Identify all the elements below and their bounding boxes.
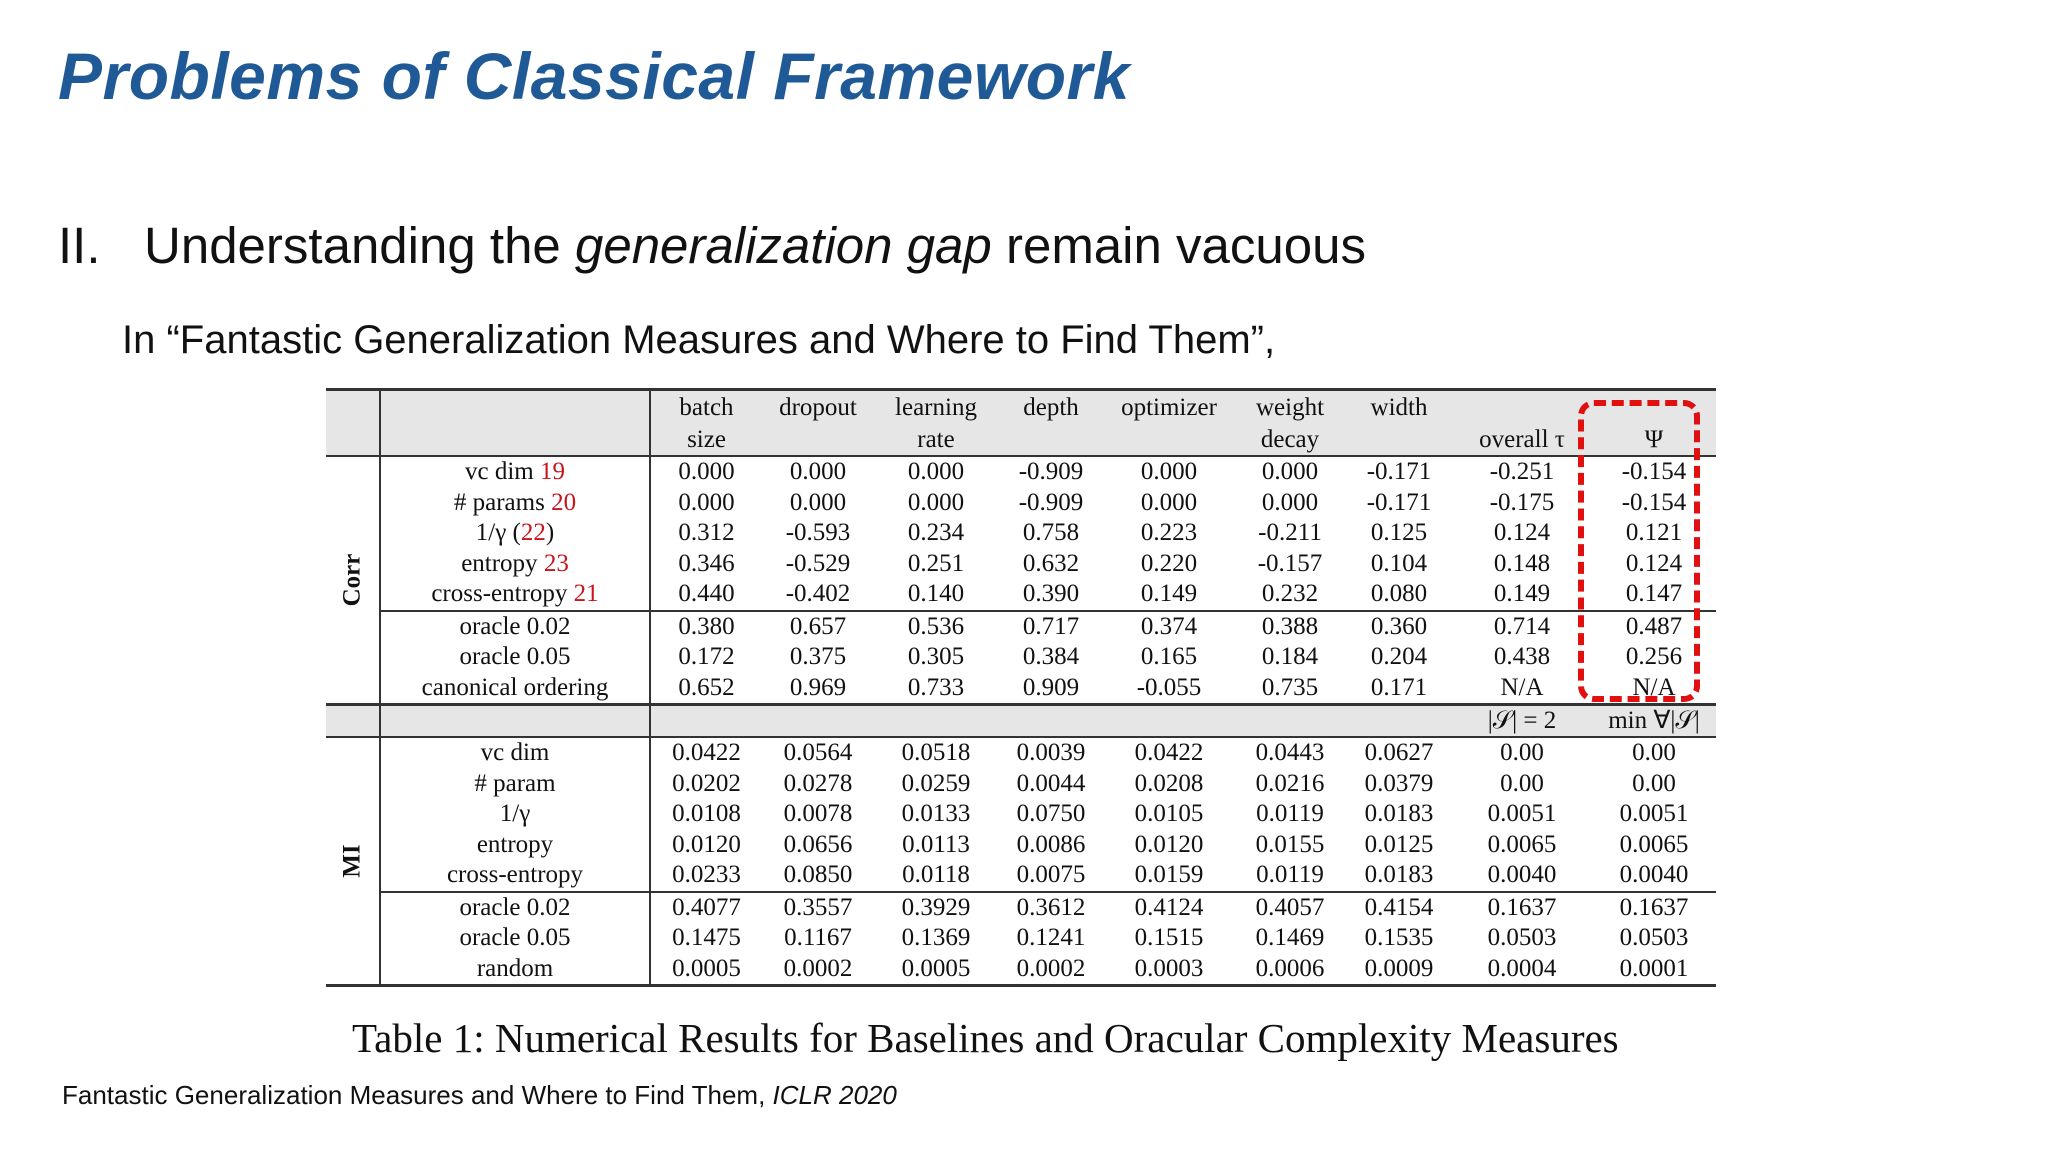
- column-header: weight: [1234, 390, 1346, 424]
- header-corner: [326, 390, 380, 424]
- value-cell: 0.0002: [998, 954, 1104, 986]
- table-row: [326, 518, 1716, 549]
- table-row: [326, 611, 1716, 643]
- value-cell: 0.121: [1625, 519, 1683, 547]
- value-cell: 0.1515: [1134, 924, 1204, 952]
- group-subheader: |𝒮| = 2: [1452, 705, 1592, 738]
- value-cell: 0.148: [1493, 549, 1551, 577]
- value-cell: 0.0002: [762, 954, 874, 986]
- header-rowname: [380, 390, 650, 424]
- row-name: [380, 892, 650, 924]
- results-table-container: [326, 388, 1716, 1061]
- header-row: [326, 423, 1716, 456]
- slide-title: Problems of Classical Framework: [58, 39, 1130, 113]
- column-header: [1104, 423, 1234, 456]
- value-cell: 0.0443: [1255, 739, 1325, 767]
- results-table: [326, 388, 1716, 987]
- value-cell: 0.0004: [1452, 954, 1592, 986]
- value-cell: 0.305: [907, 643, 965, 671]
- value-cell: 0.000: [1261, 458, 1319, 486]
- value-cell: -0.175: [1489, 488, 1555, 516]
- value-cell: 0.0120: [672, 830, 741, 858]
- value-cell: 0.0564: [783, 739, 853, 767]
- value-cell: 0.375: [789, 643, 847, 671]
- value-cell: -0.157: [1257, 549, 1323, 577]
- value-cell: 0.3557: [762, 892, 874, 924]
- value-cell: 0.234: [907, 519, 965, 547]
- row-name: [380, 488, 650, 519]
- table-row: [326, 799, 1716, 830]
- value-cell: 0.4124: [1104, 892, 1234, 924]
- value-cell: 0.000: [678, 458, 735, 486]
- group-label: MI: [338, 844, 366, 878]
- value-cell: 0.0750: [1016, 800, 1086, 828]
- value-cell: 0.172: [678, 643, 735, 671]
- value-cell: 0.4077: [650, 892, 762, 924]
- value-cell: 0.149: [1140, 580, 1198, 608]
- citation-ref: 20: [551, 488, 577, 516]
- value-cell: 0.0125: [1364, 830, 1434, 858]
- value-cell: -0.171: [1366, 488, 1432, 516]
- value-cell: 0.0005: [874, 954, 998, 986]
- citation-venue: ICLR 2020: [772, 1080, 897, 1110]
- value-cell: 0.0113: [902, 830, 970, 858]
- column-header: [1346, 423, 1452, 456]
- row-name-text: oracle 0.02: [459, 893, 571, 921]
- value-cell: N/A: [1592, 673, 1716, 705]
- value-cell: 0.714: [1452, 611, 1592, 643]
- value-cell: 0.00: [1500, 769, 1544, 797]
- citation-footer: [62, 1080, 897, 1111]
- value-cell: 0.0040: [1487, 861, 1557, 889]
- row-name-text: 1/γ: [499, 800, 531, 828]
- row-name-text: entropy: [476, 830, 554, 858]
- value-cell: 0.0278: [783, 769, 853, 797]
- value-cell: 0.0422: [672, 739, 741, 767]
- value-cell: 0.0009: [1346, 954, 1452, 986]
- group-subheader: min ∀|𝒮|: [1592, 705, 1716, 738]
- table-row: [326, 579, 1716, 611]
- row-name: [380, 549, 650, 580]
- column-header: [1452, 390, 1592, 424]
- section-heading-text-start: Understanding the: [144, 217, 575, 274]
- value-cell: 0.000: [1140, 488, 1198, 516]
- subheader-blank: [326, 705, 380, 738]
- value-cell: 0.0503: [1619, 924, 1689, 952]
- row-name: [380, 860, 650, 892]
- value-cell: 0.346: [678, 549, 735, 577]
- value-cell: 0.1637: [1592, 892, 1716, 924]
- value-cell: 0.0005: [650, 954, 762, 986]
- table-row: [326, 830, 1716, 861]
- value-cell: 0.000: [1140, 458, 1198, 486]
- value-cell: -0.055: [1104, 673, 1234, 705]
- group-subheader-row: [326, 705, 1716, 738]
- header-row: [326, 390, 1716, 424]
- value-cell: 0.147: [1625, 580, 1683, 608]
- citation-ref: 22: [520, 519, 546, 547]
- subheader-blank: [1346, 705, 1452, 738]
- value-cell: 0.00: [1632, 769, 1676, 797]
- row-name: [380, 830, 650, 861]
- value-cell: 0.0001: [1592, 954, 1716, 986]
- value-cell: 0.0108: [672, 800, 741, 828]
- column-header: batch: [650, 390, 762, 424]
- section-heading-text-end: remain vacuous: [991, 217, 1366, 274]
- citation-ref: 21: [573, 580, 599, 608]
- row-name: [380, 642, 650, 673]
- value-cell: 0.0233: [672, 861, 741, 889]
- value-cell: 0.0086: [1016, 830, 1086, 858]
- value-cell: 0.0003: [1104, 954, 1234, 986]
- row-name: [380, 611, 650, 643]
- table-row: [326, 954, 1716, 986]
- value-cell: 0.256: [1625, 643, 1683, 671]
- value-cell: 0.149: [1493, 580, 1551, 608]
- value-cell: 0.969: [762, 673, 874, 705]
- row-name: [380, 579, 650, 611]
- table-row: [326, 892, 1716, 924]
- row-name-text: canonical ordering: [421, 673, 609, 701]
- table-header: [326, 390, 1716, 457]
- value-cell: -0.154: [1621, 458, 1687, 486]
- table-row: [326, 549, 1716, 580]
- column-header: depth: [998, 390, 1104, 424]
- row-name-text: vc dim: [480, 739, 550, 767]
- header-corner: [326, 423, 380, 456]
- value-cell: 0.000: [789, 458, 847, 486]
- value-cell: 0.360: [1346, 611, 1452, 643]
- value-cell: 0.1241: [1016, 924, 1086, 952]
- section-heading-emphasis: generalization gap: [574, 217, 992, 274]
- value-cell: 0.125: [1370, 519, 1428, 547]
- table-row: [326, 737, 1716, 769]
- value-cell: 0.388: [1234, 611, 1346, 643]
- value-cell: 0.1475: [672, 924, 741, 952]
- psi-column-highlight: [1578, 400, 1700, 702]
- column-header: optimizer: [1104, 390, 1234, 424]
- section-heading: [58, 216, 1366, 275]
- value-cell: 0.000: [789, 488, 847, 516]
- value-cell: 0.758: [1022, 519, 1080, 547]
- value-cell: 0.000: [907, 488, 965, 516]
- value-cell: 0.0040: [1619, 861, 1689, 889]
- row-name-text: oracle 0.02: [459, 612, 571, 640]
- value-cell: -0.211: [1258, 519, 1322, 547]
- row-name: [380, 923, 650, 954]
- value-cell: 0.390: [1022, 580, 1080, 608]
- value-cell: 0.4057: [1234, 892, 1346, 924]
- value-cell: 0.1369: [901, 924, 971, 952]
- value-cell: 0.440: [678, 580, 735, 608]
- value-cell: 0.717: [998, 611, 1104, 643]
- row-name-text: cross-entropy: [431, 580, 568, 608]
- value-cell: 0.0259: [901, 769, 971, 797]
- value-cell: 0.000: [907, 458, 965, 486]
- value-cell: 0.124: [1625, 549, 1683, 577]
- value-cell: 0.0627: [1364, 739, 1434, 767]
- group-label-cell: [326, 737, 380, 986]
- value-cell: -0.909: [1018, 488, 1084, 516]
- value-cell: 0.000: [678, 488, 735, 516]
- value-cell: -0.154: [1621, 488, 1687, 516]
- value-cell: 0.0159: [1134, 861, 1204, 889]
- value-cell: -0.529: [785, 549, 851, 577]
- value-cell: 0.1469: [1255, 924, 1325, 952]
- row-name: [380, 799, 650, 830]
- value-cell: 0.140: [907, 580, 965, 608]
- value-cell: 0.220: [1140, 549, 1198, 577]
- table-row: [326, 923, 1716, 954]
- value-cell: 0.0518: [901, 739, 971, 767]
- value-cell: N/A: [1452, 673, 1592, 705]
- row-name-suffix: ): [545, 519, 555, 547]
- value-cell: 0.0379: [1364, 769, 1434, 797]
- value-cell: 0.0850: [783, 861, 853, 889]
- value-cell: 0.0006: [1234, 954, 1346, 986]
- column-header: rate: [874, 423, 998, 456]
- value-cell: -0.402: [785, 580, 851, 608]
- value-cell: 0.3929: [874, 892, 998, 924]
- value-cell: 0.4154: [1346, 892, 1452, 924]
- column-header: decay: [1234, 423, 1346, 456]
- header-rowname: [380, 423, 650, 456]
- value-cell: 0.104: [1370, 549, 1428, 577]
- value-cell: 0.0183: [1364, 861, 1434, 889]
- value-cell: 0.0039: [1016, 739, 1086, 767]
- table-row: [326, 673, 1716, 705]
- row-name: [380, 769, 650, 800]
- table-row: [326, 642, 1716, 673]
- value-cell: 0.657: [762, 611, 874, 643]
- value-cell: -0.909: [1018, 458, 1084, 486]
- row-name-text: # params: [453, 488, 545, 516]
- value-cell: 0.1637: [1452, 892, 1592, 924]
- value-cell: 0.0208: [1134, 769, 1204, 797]
- value-cell: 0.374: [1104, 611, 1234, 643]
- value-cell: 0.733: [874, 673, 998, 705]
- column-header: [998, 423, 1104, 456]
- table-row: [326, 456, 1716, 488]
- group-label: Corr: [338, 553, 366, 607]
- value-cell: 0.232: [1261, 580, 1319, 608]
- row-name-text: entropy: [461, 549, 538, 577]
- column-header: [762, 423, 874, 456]
- value-cell: 0.204: [1370, 643, 1428, 671]
- value-cell: 0.909: [998, 673, 1104, 705]
- row-name: [380, 518, 650, 549]
- value-cell: -0.251: [1489, 458, 1555, 486]
- subheader-blank: [1234, 705, 1346, 738]
- value-cell: 0.0065: [1487, 830, 1557, 858]
- value-cell: 0.165: [1140, 643, 1198, 671]
- subheader-blank: [998, 705, 1104, 738]
- table-caption: Table 1: Numerical Results for Baselines and Oracular Complexity Measures: [352, 1015, 1619, 1061]
- value-cell: 0.171: [1346, 673, 1452, 705]
- value-cell: 0.0051: [1487, 800, 1557, 828]
- value-cell: 0.380: [650, 611, 762, 643]
- value-cell: 0.0051: [1619, 800, 1689, 828]
- column-header: dropout: [762, 390, 874, 424]
- column-header: overall τ: [1452, 423, 1592, 456]
- value-cell: 0.0503: [1487, 924, 1557, 952]
- value-cell: 0.632: [1022, 549, 1080, 577]
- value-cell: 0.0044: [1016, 769, 1086, 797]
- subheader-blank: [762, 705, 874, 738]
- value-cell: 0.000: [1261, 488, 1319, 516]
- row-name-text: oracle 0.05: [459, 643, 571, 671]
- section-number: II.: [58, 217, 101, 274]
- value-cell: 0.0202: [672, 769, 741, 797]
- value-cell: 0.0216: [1255, 769, 1325, 797]
- value-cell: 0.0183: [1364, 800, 1434, 828]
- value-cell: 0.0133: [901, 800, 971, 828]
- table-row: [326, 488, 1716, 519]
- value-cell: 0.536: [874, 611, 998, 643]
- row-name-text: 1/γ (: [475, 519, 521, 547]
- value-cell: 0.652: [650, 673, 762, 705]
- row-name: [380, 673, 650, 705]
- value-cell: 0.0656: [783, 830, 853, 858]
- value-cell: 0.184: [1261, 643, 1319, 671]
- subheader-blank: [1104, 705, 1234, 738]
- row-name: [380, 456, 650, 488]
- subheader-blank: [650, 705, 762, 738]
- value-cell: 0.0119: [1256, 861, 1324, 889]
- value-cell: 0.0422: [1134, 739, 1204, 767]
- value-cell: 0.223: [1140, 519, 1198, 547]
- table-body: [326, 456, 1716, 986]
- value-cell: 0.0065: [1619, 830, 1689, 858]
- row-name-text: vc dim: [465, 458, 534, 486]
- column-header: learning: [874, 390, 998, 424]
- citation-ref: 23: [543, 549, 569, 577]
- value-cell: 0.080: [1370, 580, 1428, 608]
- value-cell: 0.312: [678, 519, 735, 547]
- row-name-text: cross-entropy: [446, 861, 584, 889]
- row-name-text: oracle 0.05: [459, 924, 571, 952]
- value-cell: 0.0078: [783, 800, 853, 828]
- value-cell: 0.384: [1022, 643, 1080, 671]
- subheader-blank: [380, 705, 650, 738]
- column-header: Ψ: [1592, 423, 1716, 456]
- value-cell: 0.0075: [1016, 861, 1086, 889]
- table-row: [326, 769, 1716, 800]
- value-cell: 0.3612: [998, 892, 1104, 924]
- value-cell: 0.1535: [1364, 924, 1434, 952]
- citation-ref: 19: [540, 458, 565, 486]
- column-header: width: [1346, 390, 1452, 424]
- column-header: size: [650, 423, 762, 456]
- value-cell: 0.735: [1234, 673, 1346, 705]
- intro-text: In “Fantastic Generalization Measures and Where to Find Them”,: [122, 318, 1276, 362]
- value-cell: 0.00: [1632, 739, 1676, 767]
- value-cell: 0.0155: [1255, 830, 1325, 858]
- value-cell: 0.0120: [1134, 830, 1204, 858]
- value-cell: 0.0119: [1256, 800, 1324, 828]
- value-cell: 0.438: [1493, 643, 1551, 671]
- row-name-text: random: [476, 954, 554, 982]
- value-cell: 0.487: [1592, 611, 1716, 643]
- row-name: [380, 954, 650, 986]
- table-row: [326, 860, 1716, 892]
- subheader-blank: [874, 705, 998, 738]
- group-label-cell: [326, 456, 380, 705]
- value-cell: 0.1167: [784, 924, 852, 952]
- value-cell: 0.0118: [902, 861, 970, 889]
- value-cell: 0.0105: [1134, 800, 1204, 828]
- value-cell: -0.171: [1366, 458, 1432, 486]
- row-name-text: # param: [474, 769, 556, 797]
- value-cell: -0.593: [785, 519, 851, 547]
- citation-text: Fantastic Generalization Measures and Where to Find Them,: [62, 1080, 773, 1110]
- value-cell: 0.00: [1500, 739, 1544, 767]
- value-cell: 0.251: [907, 549, 965, 577]
- value-cell: 0.124: [1493, 519, 1551, 547]
- row-name: [380, 737, 650, 769]
